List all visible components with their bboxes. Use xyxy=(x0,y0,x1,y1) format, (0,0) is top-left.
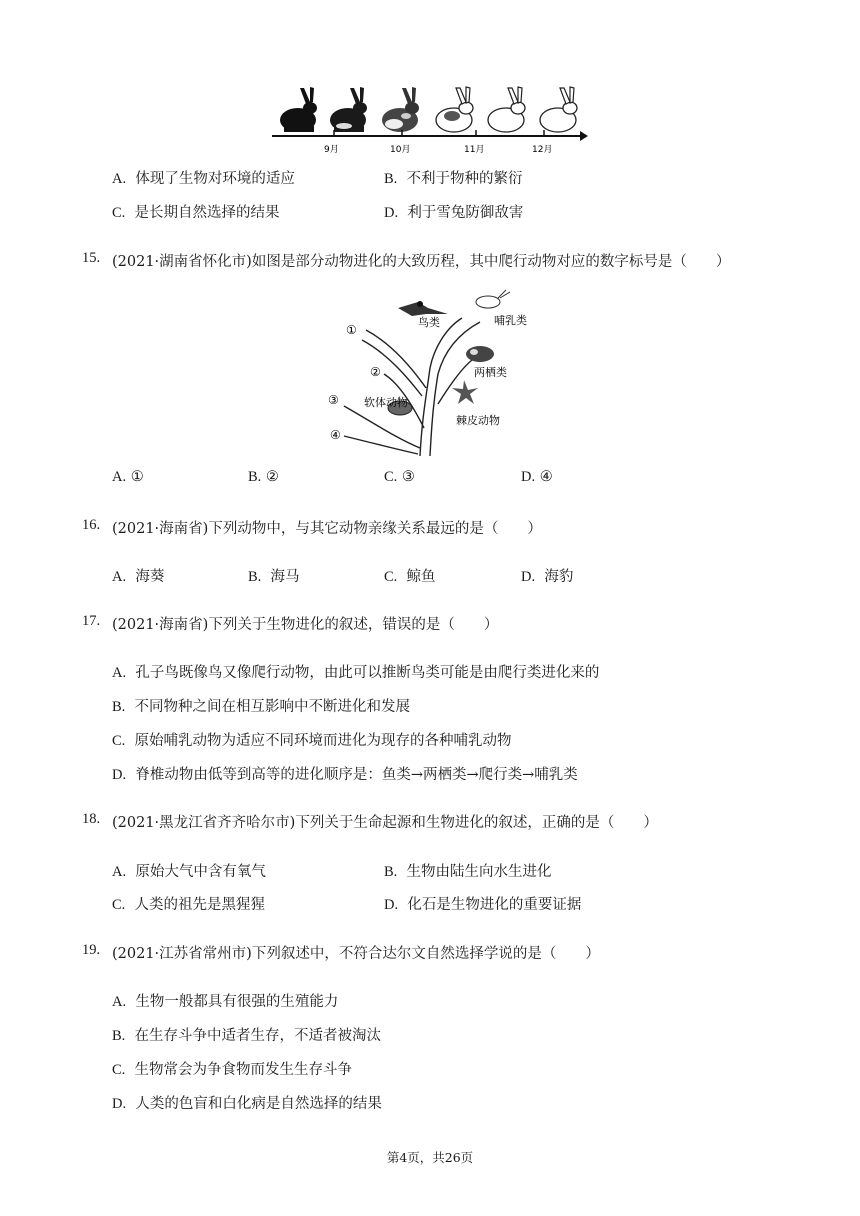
option-text: 生物常会为争食物而发生生存斗争 xyxy=(134,1062,353,1078)
option-letter: A. xyxy=(112,569,127,585)
option-d[interactable] xyxy=(384,201,523,222)
option-letter: A. xyxy=(112,469,127,485)
option-letter: A. xyxy=(112,994,127,1010)
option-d[interactable] xyxy=(521,565,573,586)
question-number: 15. xyxy=(82,250,101,266)
question-number: 19. xyxy=(82,942,101,958)
option-letter: C. xyxy=(112,205,126,221)
tree-label: 棘皮动物 xyxy=(456,414,500,427)
option-letter: C. xyxy=(384,569,398,585)
option-letter: A. xyxy=(112,864,127,880)
option-letter: B. xyxy=(112,1028,126,1044)
option-text: 海马 xyxy=(270,569,300,585)
rabbit-color-change-figure xyxy=(268,80,590,160)
option-d[interactable] xyxy=(112,1092,382,1113)
option-a[interactable] xyxy=(112,990,338,1011)
question-text: (2021·江苏省常州市)下列叙述中，不符合达尔文自然选择学说的是（ ） xyxy=(112,946,600,962)
option-a[interactable] xyxy=(112,661,599,682)
rabbit-5 xyxy=(488,87,525,132)
option-text: 原始大气中含有氧气 xyxy=(135,864,266,880)
option-text: 海葵 xyxy=(135,569,165,585)
option-letter: B. xyxy=(384,171,398,187)
option-text: 体现了生物对环境的适应 xyxy=(135,171,295,187)
option-letter: C. xyxy=(112,733,126,749)
option-letter: B. xyxy=(248,469,262,485)
option-b[interactable] xyxy=(112,1024,381,1045)
rabbit-6 xyxy=(540,87,577,132)
option-a[interactable] xyxy=(112,565,164,586)
option-text: 孔子鸟既像鸟又像爬行动物，由此可以推断鸟类可能是由爬行类进化来的 xyxy=(135,665,600,681)
question-text: (2021·海南省)下列关于生物进化的叙述，错误的是（ ） xyxy=(112,617,499,633)
option-text: 人类的色盲和白化病是自然选择的结果 xyxy=(135,1096,382,1112)
rabbit-4 xyxy=(436,87,473,132)
option-c[interactable] xyxy=(112,729,512,750)
option-b[interactable] xyxy=(112,695,410,716)
option-text: ① xyxy=(130,469,144,485)
timeline-arrow xyxy=(580,131,588,141)
option-c[interactable] xyxy=(384,469,415,486)
marker-3: ③ xyxy=(328,393,339,407)
option-b[interactable] xyxy=(248,469,279,486)
option-text: 不利于物种的繁衍 xyxy=(406,171,523,187)
option-b[interactable] xyxy=(384,167,523,188)
option-text: 生物由陆生向水生进化 xyxy=(406,864,552,880)
option-c[interactable] xyxy=(112,1058,352,1079)
option-letter: D. xyxy=(112,767,127,783)
option-a[interactable] xyxy=(112,469,144,486)
option-text: 海豹 xyxy=(544,569,574,585)
month-label: 12月 xyxy=(532,145,553,155)
question-text: (2021·黑龙江省齐齐哈尔市)下列关于生命起源和生物进化的叙述，正确的是（ ） xyxy=(112,815,658,831)
option-a[interactable] xyxy=(112,860,266,881)
option-text: 利于雪兔防御敌害 xyxy=(407,205,524,221)
option-c[interactable] xyxy=(112,201,280,222)
option-text: 在生存斗争中适者生存，不适者被淘汰 xyxy=(134,1028,382,1044)
month-label: 11月 xyxy=(464,145,485,155)
option-text: ③ xyxy=(401,469,415,485)
option-b[interactable] xyxy=(248,565,300,586)
bird-icon xyxy=(398,301,448,316)
rabbit-3 xyxy=(382,87,419,132)
option-text: 化石是生物进化的重要证据 xyxy=(407,897,582,913)
starfish-icon xyxy=(452,380,478,404)
tree-label: 软体动物 xyxy=(364,396,408,409)
option-letter: B. xyxy=(112,699,126,715)
option-text: 脊椎动物由低等到高等的进化顺序是：鱼类→两栖类→爬行类→哺乳类 xyxy=(135,767,578,783)
rabbit-silhouettes xyxy=(280,87,577,132)
option-c[interactable] xyxy=(112,893,265,914)
option-letter: D. xyxy=(112,1096,127,1112)
option-text: ② xyxy=(265,469,279,485)
question-number: 18. xyxy=(82,811,101,827)
option-letter: B. xyxy=(384,864,398,880)
question-text: (2021·海南省)下列动物中，与其它动物亲缘关系最远的是（ ） xyxy=(112,521,542,537)
question-text: (2021·湖南省怀化市)如图是部分动物进化的大致历程，其中爬行动物对应的数字标号是（ ） xyxy=(112,254,731,270)
rabbit-icon xyxy=(476,290,510,308)
question-number: 16. xyxy=(82,517,101,533)
question-number: 17. xyxy=(82,613,101,629)
option-text: 人类的祖先是黑猩猩 xyxy=(134,897,266,913)
option-a[interactable] xyxy=(112,167,295,188)
page-footer: 第4页，共26页 xyxy=(386,1150,474,1165)
option-text: 原始哺乳动物为适应不同环境而进化为现存的各种哺乳动物 xyxy=(134,733,512,749)
option-text: 是长期自然选择的结果 xyxy=(134,205,280,221)
option-text: 生物一般都具有很强的生殖能力 xyxy=(135,994,339,1010)
month-label: 9月 xyxy=(324,145,339,155)
marker-1: ① xyxy=(346,323,357,337)
option-letter: C. xyxy=(112,897,126,913)
option-text: 不同物种之间在相互影响中不断进化和发展 xyxy=(134,699,411,715)
option-c[interactable] xyxy=(384,565,436,586)
marker-2: ② xyxy=(370,365,381,379)
rabbit-1 xyxy=(280,87,317,132)
tree-label: 哺乳类 xyxy=(494,314,527,327)
option-letter: D. xyxy=(384,897,399,913)
marker-4: ④ xyxy=(330,428,341,442)
frog-icon xyxy=(466,346,494,362)
tree-label: 两栖类 xyxy=(474,366,507,379)
option-text: ④ xyxy=(539,469,553,485)
option-text: 鲸鱼 xyxy=(406,569,436,585)
option-letter: B. xyxy=(248,569,262,585)
option-letter: C. xyxy=(384,469,398,485)
option-letter: D. xyxy=(521,569,536,585)
option-letter: D. xyxy=(384,205,399,221)
option-letter: A. xyxy=(112,665,127,681)
evolution-tree-figure xyxy=(322,288,534,458)
option-d[interactable] xyxy=(112,763,578,784)
option-letter: A. xyxy=(112,171,127,187)
option-d[interactable] xyxy=(384,893,581,914)
tree-label: 鸟类 xyxy=(418,316,440,329)
option-d[interactable] xyxy=(521,469,553,486)
month-label: 10月 xyxy=(390,145,411,155)
option-letter: C. xyxy=(112,1062,126,1078)
option-b[interactable] xyxy=(384,860,552,881)
option-letter: D. xyxy=(521,469,536,485)
rabbit-2 xyxy=(330,87,367,132)
